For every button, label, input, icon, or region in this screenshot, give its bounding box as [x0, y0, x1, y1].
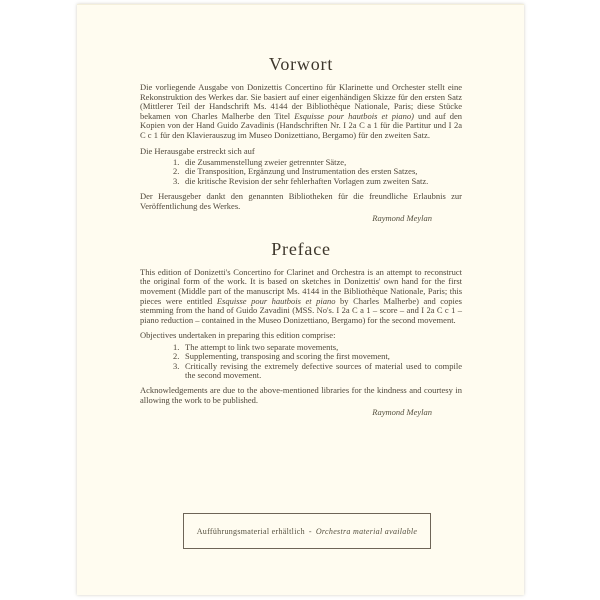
- preface-title: Preface: [271, 238, 331, 259]
- list-item-number: 2.: [173, 351, 180, 362]
- list-item-text: The attempt to link two separate movements,: [185, 341, 339, 352]
- vorwort-scope-intro: Die Herausgabe erstreckt sich auf: [140, 145, 255, 156]
- list-item-number: 3.: [173, 175, 180, 186]
- vorwort-paragraph-italic-title: Esquisse pour hautbois et piano): [294, 110, 414, 121]
- list-item-number: 3.: [173, 360, 180, 371]
- vorwort-paragraph-post: und auf den Kopien von der Hand Guido Zavadinis (Handschriften Nr. I 2a C a 1 für die Partitur und I 2a C c 1 für den Klavierauszug im Museo Donizettiano, Bergamo) für den zweiten Satz.: [140, 110, 462, 140]
- vorwort-title: Vorwort: [268, 54, 334, 74]
- list-item-text: die Zusammenstellung zweier getrennter Sätze,: [185, 157, 347, 168]
- list-item-text: Critically revising the extremely defective sources of material used to compile the second movement.: [185, 360, 462, 380]
- list-item-text: die Transposition, Ergänzung und Instrumentation des ersten Satzes,: [185, 166, 418, 177]
- list-item-number: 2.: [173, 166, 180, 177]
- list-item: [173, 177, 462, 186]
- preface-paragraph-italic-title: Esquisse pour hautbois et piano: [216, 295, 336, 306]
- preface-thanks-paragraph: Acknowledgements are due to the above-mentioned libraries for the kindness and courtesy in allowing the work to be published.: [140, 385, 462, 405]
- vorwort-paragraph: [140, 83, 462, 141]
- preface-signature: Raymond Meylan: [372, 407, 432, 418]
- preface-paragraph-pre: This edition of Donizetti's Concertino for Clarinet and Orchestra is an attempt to reconstruct the original form of the work. It is based on sketches in Donizettis' own hand for the first movement (Middle part of the manuscript Ms. 4144 in the Bibliothèque Nationale, Paris; this pieces were entitled: [140, 266, 462, 306]
- vorwort-thanks-paragraph: Der Herausgeber dankt den genannten Bibliotheken für die freundliche Erlaubnis zur Veröffentlichung des Werkes.: [140, 191, 462, 211]
- list-item-text: die kritische Revision der sehr fehlerhaften Vorlagen zum zweiten Satz.: [185, 175, 429, 186]
- list-item-number: 1.: [173, 341, 180, 352]
- page-content: [77, 4, 524, 418]
- preface-section: [140, 224, 462, 418]
- preface-paragraph: [140, 268, 462, 326]
- preface-objectives-intro: Objectives undertaken in preparing this edition comprise:: [140, 330, 336, 341]
- list-item-number: 1.: [173, 157, 180, 168]
- availability-notice-separator: -: [308, 526, 312, 536]
- vorwort-section: [140, 4, 462, 224]
- preface-paragraph-post: by Charles Malherbe) and copies stemming from the hand of Guido Zavadini (MSS. No's. I 2a C a 1 – score – and I 2a C c 1 – piano reduction – contained in the Museo Donizettiano, Bergamo) for the second movement.: [140, 295, 462, 325]
- availability-notice-english: Orchestra material available: [315, 526, 418, 536]
- vorwort-list: [173, 158, 462, 186]
- list-item-text: Supplementing, transposing and scoring the first movement,: [185, 351, 390, 362]
- vorwort-signature: Raymond Meylan: [372, 213, 432, 224]
- list-item: [173, 362, 462, 381]
- preface-list: [173, 343, 462, 380]
- availability-notice-box: [183, 513, 431, 549]
- book-page: [77, 4, 524, 595]
- vorwort-paragraph-pre: Die vorliegende Ausgabe von Donizettis Concertino für Klarinette und Orchester stellt eine Rekonstruktion des Werkes dar. Sie basiert auf einer eigenhändigen Skizze für den ersten Satz (Mittlerer Teil der Handschrift Ms. 4144 der Bibliothèque Nationale, Paris; diese Stücke bekamen von Charles Malherbe den Titel: [140, 82, 462, 121]
- availability-notice-german: Aufführungsmaterial erhältlich: [196, 526, 305, 536]
